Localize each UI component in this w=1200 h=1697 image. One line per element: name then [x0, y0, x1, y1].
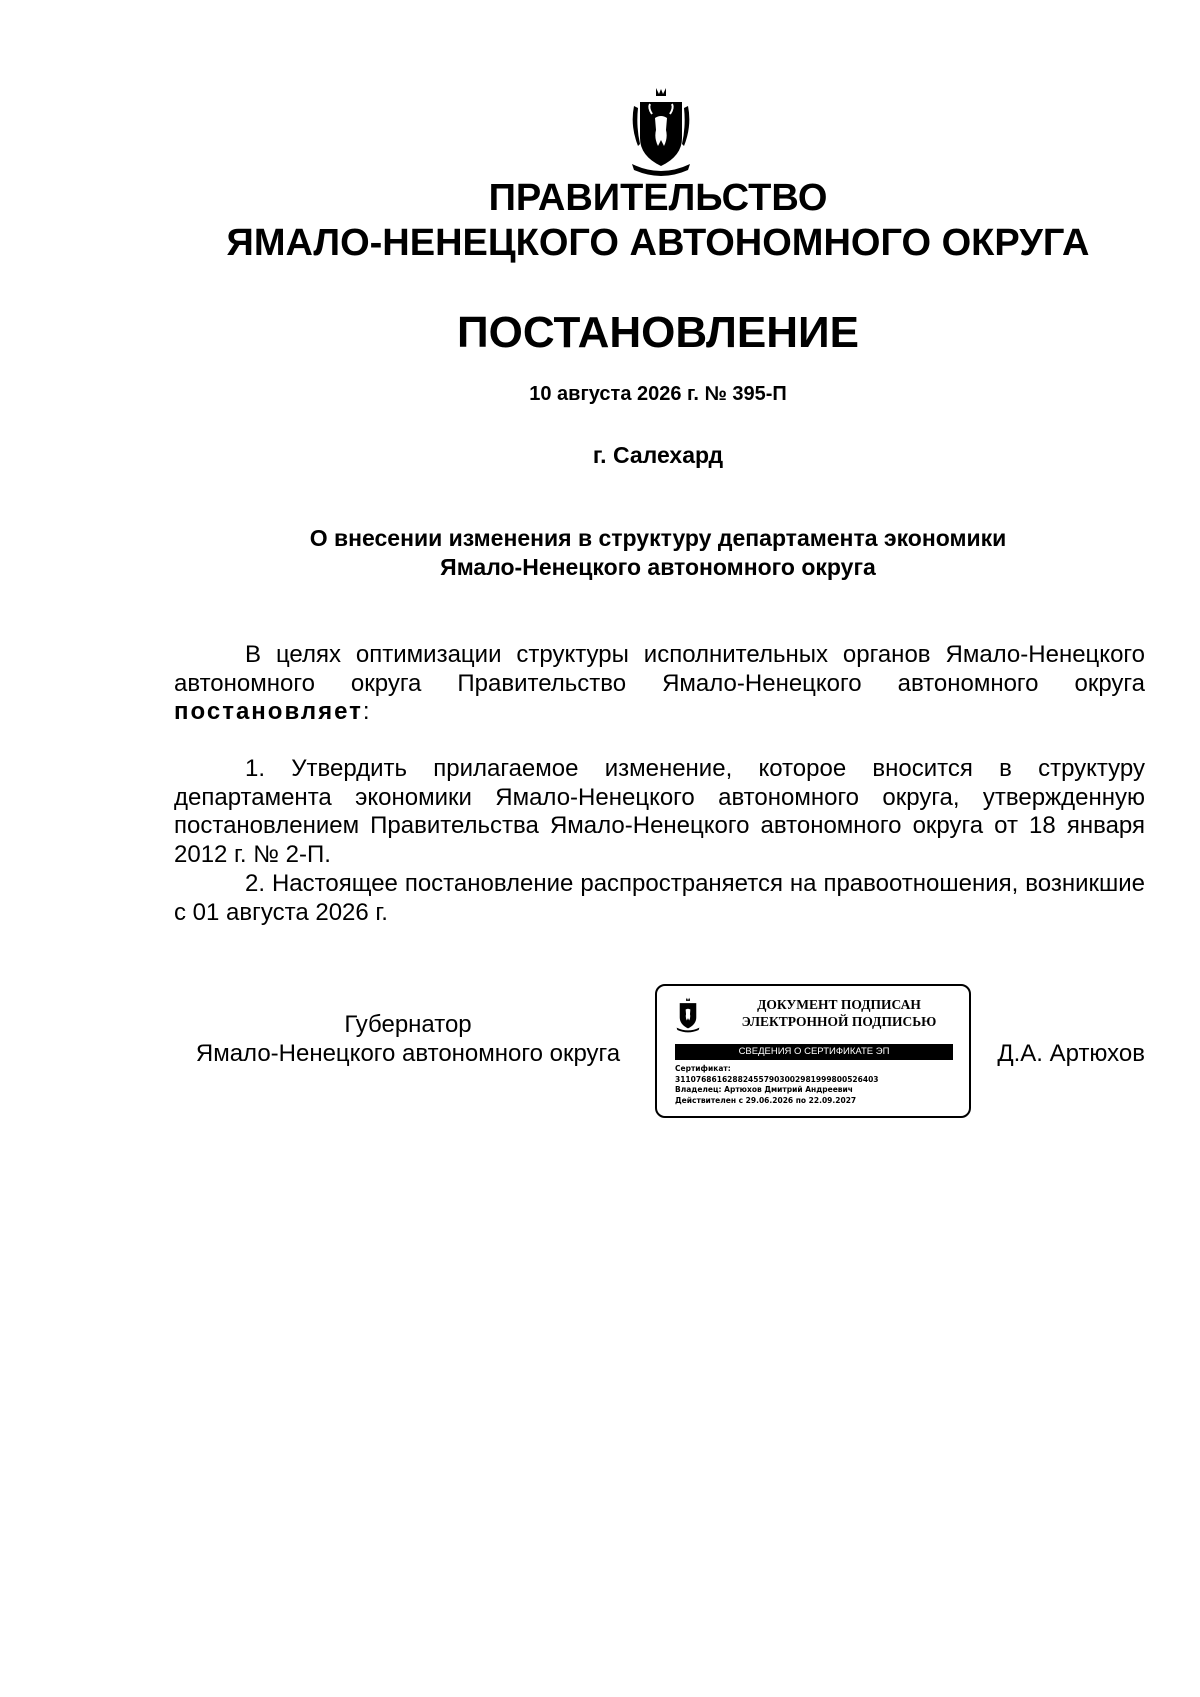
government-title: ПРАВИТЕЛЬСТВО — [488, 177, 828, 219]
document-subject — [58, 524, 1200, 582]
signer-position-line-1: Губернатор — [344, 1011, 472, 1038]
item-2-paragraph: 2. Настоящее постановление распространяется на правоотношения, возникшие с 01 августа 2026 г. — [174, 870, 1145, 926]
stamp-title — [719, 996, 959, 1030]
certificate-owner: Владелец: Артюхов Дмитрий Андреевич — [675, 1085, 853, 1094]
coat-of-arms-icon — [675, 996, 701, 1034]
stamp-title-line-1: ДОКУМЕНТ ПОДПИСАН — [757, 997, 921, 1012]
signer-position-line-2: Ямало-Ненецкого автономного округа — [195, 1040, 621, 1067]
stamp-title-line-2: ЭЛЕКТРОННОЙ ПОДПИСЬЮ — [741, 1014, 937, 1029]
signer-name: Д.А. Артюхов — [997, 1040, 1145, 1067]
subject-line-1: О внесении изменения в структуру департамента экономики — [309, 525, 1007, 551]
signer-position — [174, 1010, 642, 1068]
document-type: ПОСТАНОВЛЕНИЕ — [456, 308, 860, 357]
stamp-certificate-info — [675, 1064, 965, 1106]
intro-end: : — [362, 698, 370, 725]
item-1-paragraph: 1. Утвердить прилагаемое изменение, которое вносится в структуру департамента экономики Ямало-Ненецкого автономного округа, утвержденную постановлением Правительства Ямало-Ненецкого автономного округа от 18 января 2012 г. № 2-П. — [174, 755, 1145, 868]
certificate-number: 311076861628824557903002981999800526403 — [675, 1074, 879, 1084]
government-region-title: ЯМАЛО-НЕНЕЦКОГО АВТОНОМНОГО ОКРУГА — [226, 222, 1090, 264]
certificate-label: Сертификат: — [675, 1064, 731, 1073]
subject-line-2: Ямало-Ненецкого автономного округа — [440, 554, 876, 580]
coat-of-arms-icon — [628, 86, 694, 178]
intro-paragraph — [174, 641, 1145, 727]
decree-word: постановляет — [174, 698, 363, 725]
e-signature-stamp — [655, 984, 971, 1118]
stamp-certificate-bar: СВЕДЕНИЯ О СЕРТИФИКАТЕ ЭП — [675, 1044, 953, 1060]
document-date-number: 10 августа 2026 г. № 395-П — [529, 383, 787, 405]
certificate-validity: Действителен с 29.06.2026 по 22.09.2027 — [675, 1095, 857, 1105]
document-city: г. Салехард — [592, 442, 724, 468]
intro-text: В целях оптимизации структуры исполнительных органов Ямало-Ненецкого автономного округа Правительство Ямало-Ненецкого автономного округа — [174, 641, 1145, 697]
